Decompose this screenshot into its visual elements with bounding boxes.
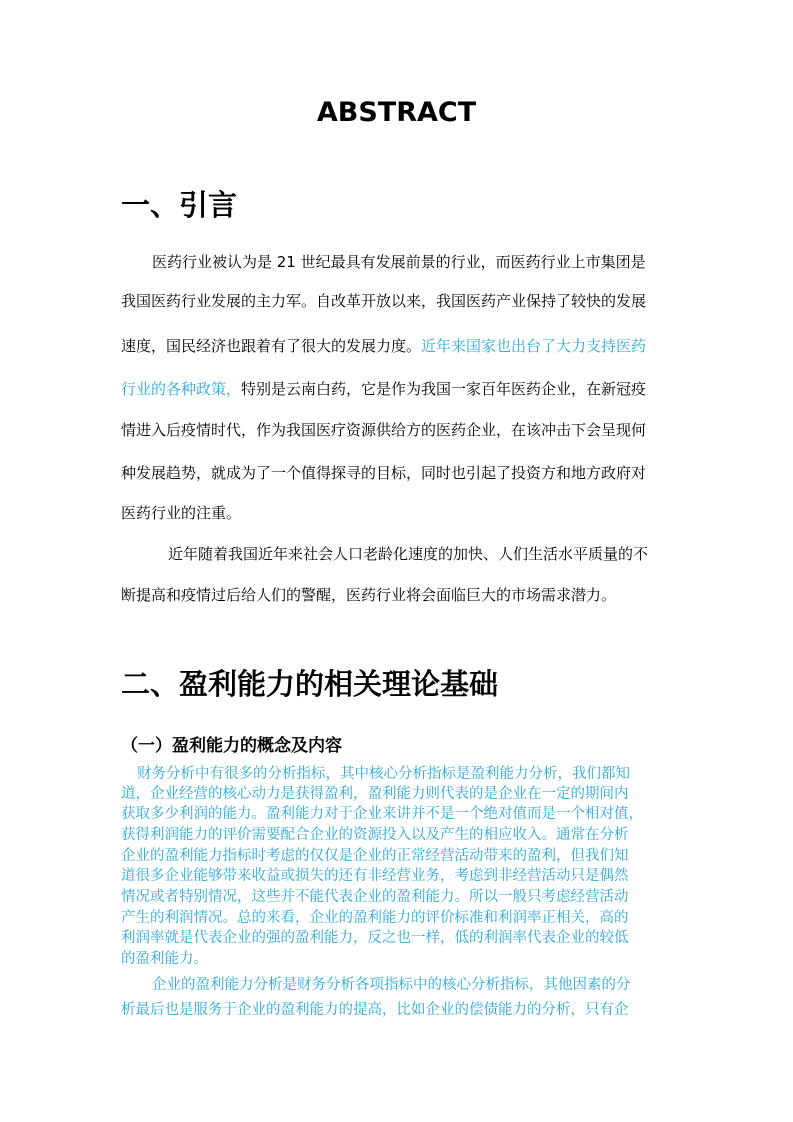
document-title: ABSTRACT [316,97,477,128]
paragraph-line: 财务分析中有很多的分析指标，其中核心分析指标是盈利能力分析，我们都知 [137,766,630,782]
text-run: 速度，国民经济也跟着有了很大的发展力度。 [121,337,422,355]
paragraph-line: 获得利润能力的评价需要配合企业的资源投入以及产生的相应收入。通常在分析 [121,827,629,843]
paragraph-line: 获取多少利润的能力。盈利能力对于企业来讲并不是一个绝对值而是一个相对值， [121,806,643,822]
paragraph-line: 道很多企业能够带来收益或损失的还有非经营业务，考虑到非经营活动只是偶然 [121,868,629,884]
paragraph-line: 利润率就是代表企业的强的盈利能力，反之也一样，低的利润率代表企业的较低 [121,930,629,946]
text-run: 情进入后疫情时代，作为我国医疗资源供给方的医药企业，在该冲击下会呈现何 [121,421,647,439]
paragraph-line: 的盈利能力。 [121,951,208,967]
paragraph-line: 企业的盈利能力指标时考虑的仅仅是企业的正常经营活动带来的盈利，但我们知 [121,848,629,864]
paragraph-line: 析最后也是服务于企业的盈利能力的提高，比如企业的偿债能力的分析，只有企 [121,1002,629,1018]
text-run: 种发展趋势，就成为了一个值得探寻的目标，同时也引起了投资方和地方政府对 [121,464,647,482]
paragraph-line [121,503,241,523]
section-heading-introduction: 一、引言 [121,188,238,222]
highlighted-text-run: 近年来国家也出台了大力支持医药 [421,337,647,355]
text-run: 特别是云南白药，它是作为我国一家百年医药企业，在新冠疫 [241,380,647,398]
section-heading-theory: 二、盈利能力的相关理论基础 [121,667,499,701]
paragraph-line: 道，企业经营的核心动力是获得盈利，盈利能力则代表的是企业在一定的期间内 [121,786,629,802]
text-run: 医药行业被认为是 21 世纪最具有发展前景的行业，而医药行业上市集团是 [152,253,646,271]
paragraph-line: 产生的利润情况。总的来看，企业的盈利能力的评价标准和利润率正相关，高的 [121,910,629,926]
paragraph-line: 断提高和疫情过后给人们的警醒，医药行业将会面临巨大的市场需求潜力。 [121,586,617,604]
paragraph-line: 企业的盈利能力分析是财务分析各项指标中的核心分析指标，其他因素的分 [152,977,631,993]
paragraph-line: 近年随着我国近年来社会人口老龄化速度的加快、人们生活水平质量的不 [168,545,649,563]
paragraph-line [121,336,646,356]
subsection-heading-profitability: （一）盈利能力的概念及内容 [121,736,342,756]
text-run: 医药行业的注重。 [121,504,242,522]
highlighted-text-run: 行业的各种政策， [121,380,242,398]
paragraph-line [121,463,646,483]
paragraph-line [121,420,646,440]
paragraph-line [121,291,646,311]
paragraph-line [152,252,646,272]
text-run: 我国医药行业发展的主力军。自改革开放以来，我国医药产业保持了较快的发展 [121,292,647,310]
paragraph-line: 情况或者特别情况，这些并不能代表企业的盈利能力。所以一般只考虑经营活动 [121,889,629,905]
paragraph-line [121,379,646,399]
